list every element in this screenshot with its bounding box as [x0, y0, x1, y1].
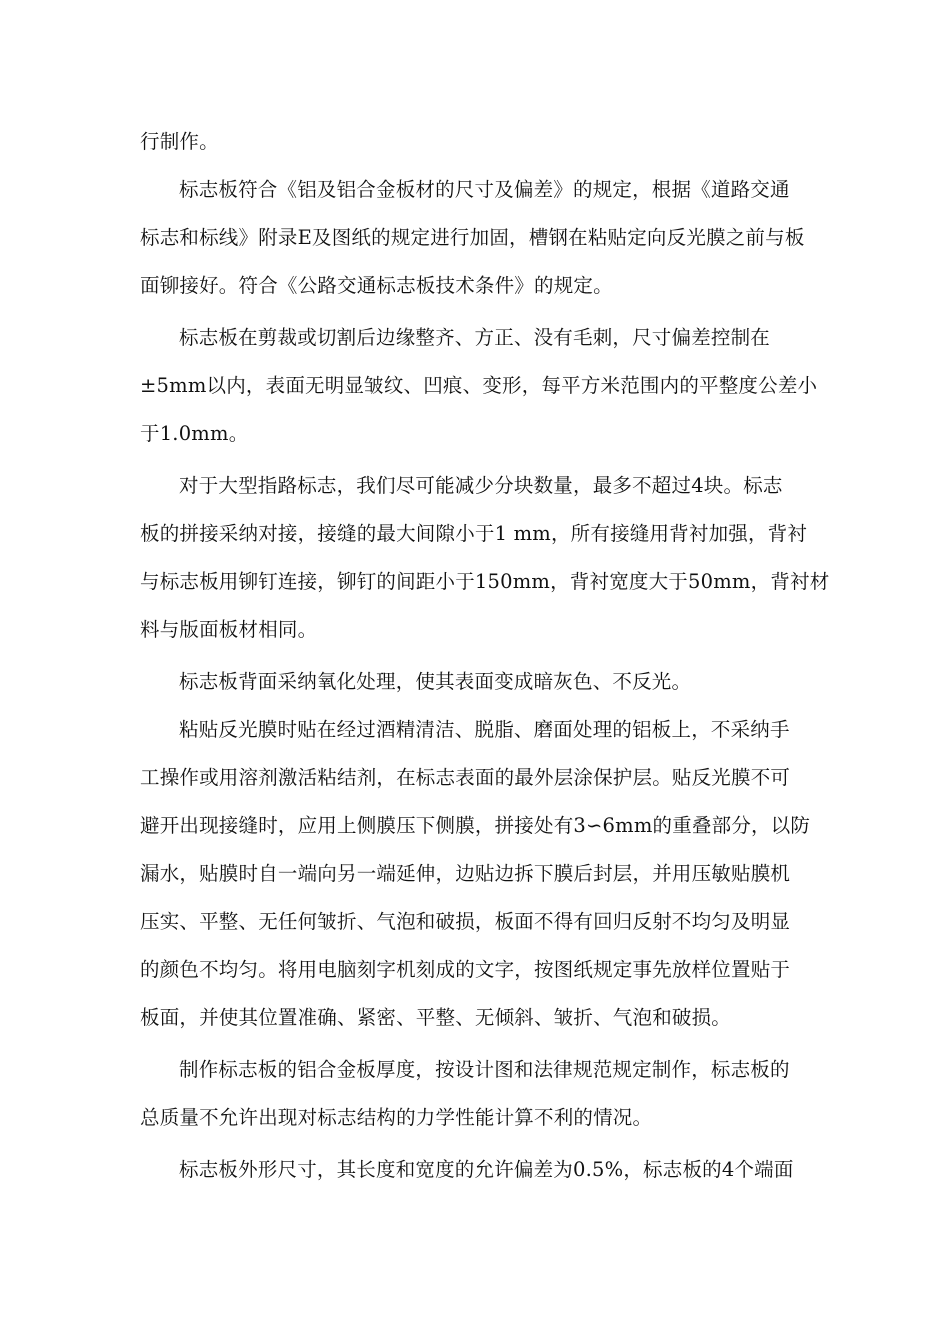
text-line: 压实、平整、无任何皱折、气泡和破损，板面不得有回归反射不均匀及明显 [140, 910, 791, 933]
text-line: 与标志板用铆钉连接，铆钉的间距小于150mm，背衬宽度大于50mm，背衬材 [140, 570, 830, 593]
text-line: 于1.0mm。 [140, 422, 249, 445]
paragraph-first-line: 制作标志板的铝合金板厚度，按设计图和法律规范规定制作，标志板的 [179, 1058, 790, 1081]
text-line: 面铆接好。符合《公路交通标志板技术条件》的规定。 [140, 274, 613, 297]
text-line: 漏水，贴膜时自一端向另一端延伸，边贴边拆下膜后封层，并用压敏贴膜机 [140, 862, 791, 885]
text-line: 避开出现接缝时，应用上侧膜压下侧膜，拼接处有3∽6mm的重叠部分，以防 [140, 814, 811, 837]
text-line: 的颜色不均匀。将用电脑刻字机刻成的文字，按图纸规定事先放样位置贴于 [140, 958, 791, 981]
paragraph-first-line: 标志板外形尺寸，其长度和宽度的允许偏差为0.5%，标志板的4个端面 [179, 1158, 794, 1181]
text-line: ±5mm以内，表面无明显皱纹、凹痕、变形，每平方米范围内的平整度公差小 [140, 374, 818, 397]
text-line: 板的拼接采纳对接，接缝的最大间隙小于1 mm，所有接缝用背衬加强，背衬 [140, 522, 808, 545]
text-line: 行制作。 [140, 130, 219, 153]
paragraph-first-line: 对于大型指路标志，我们尽可能减少分块数量，最多不超过4块。标志 [179, 474, 783, 497]
paragraph-first-line: 标志板在剪裁或切割后边缘整齐、方正、没有毛刺，尺寸偏差控制在 [179, 326, 771, 349]
text-line: 标志和标线》附录E及图纸的规定进行加固，槽钢在粘贴定向反光膜之前与板 [140, 226, 805, 249]
text-line: 工操作或用溶剂激活粘结剂，在标志表面的最外层涂保护层。贴反光膜不可 [140, 766, 791, 789]
text-line: 总质量不允许出现对标志结构的力学性能计算不利的情况。 [140, 1106, 653, 1129]
paragraph-first-line: 粘贴反光膜时贴在经过酒精清洁、脱脂、磨面处理的铝板上，不采纳手 [179, 718, 790, 741]
paragraph-first-line: 标志板符合《铝及铝合金板材的尺寸及偏差》的规定，根据《道路交通 [179, 178, 790, 201]
text-line: 板面，并使其位置准确、紧密、平整、无倾斜、皱折、气泡和破损。 [140, 1006, 732, 1029]
text-line: 料与版面板材相同。 [140, 618, 318, 641]
paragraph-first-line: 标志板背面采纳氧化处理，使其表面变成暗灰色、不反光。 [179, 670, 692, 693]
